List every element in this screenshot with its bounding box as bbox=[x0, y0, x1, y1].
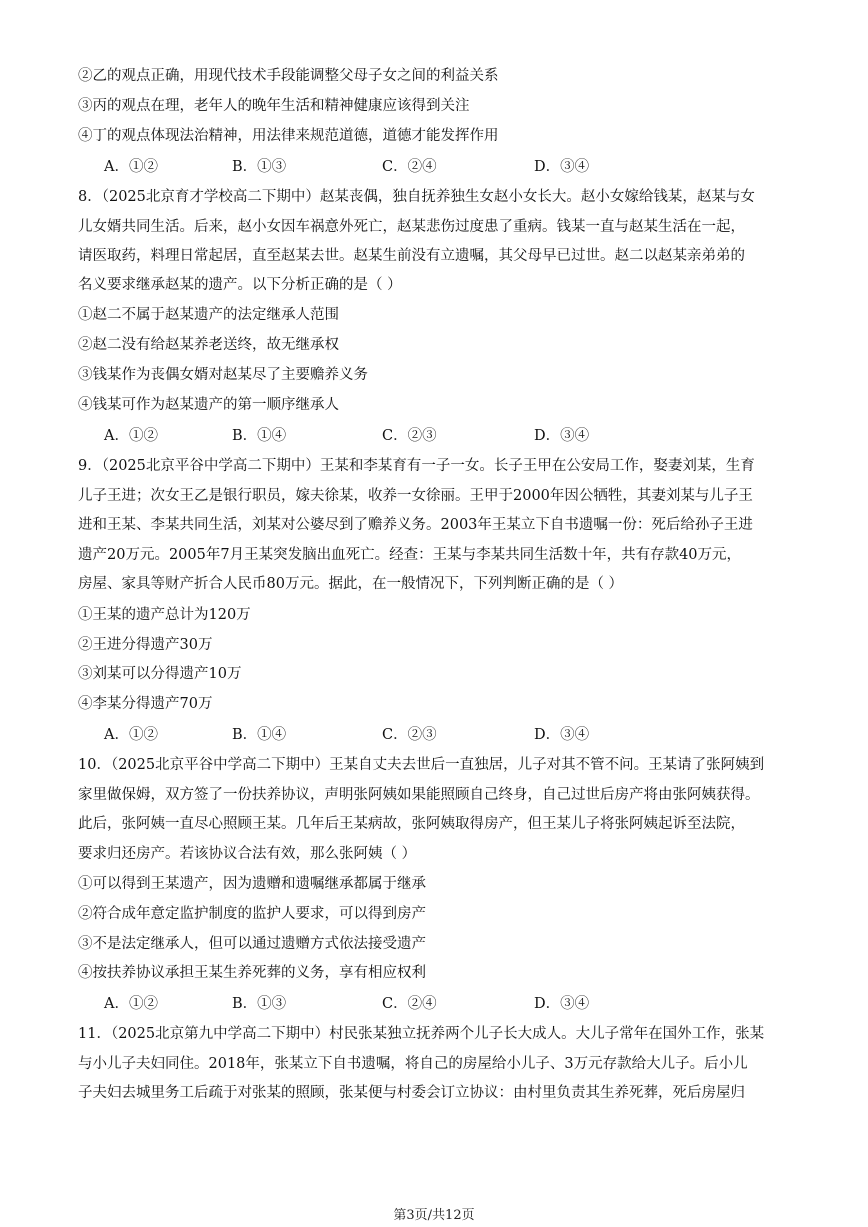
statement-line: ④李某分得遗产70万 bbox=[78, 696, 213, 712]
question-9-text: 进和王某、李某共同生活，刘某对公婆尽到了赡养义务。2003年王某立下自书遗嘱一份：死后给孙子王进 bbox=[78, 517, 753, 533]
option-a: A．①② bbox=[104, 428, 158, 444]
statement-line: ④钱某可作为赵某遗产的第一顺序继承人 bbox=[78, 397, 339, 413]
option-d: D．③④ bbox=[534, 727, 590, 743]
question-9-text: 房屋、家具等财产折合人民币80万元。据此，在一般情况下，下列判断正确的是（ ） bbox=[78, 576, 624, 592]
option-a: A．①② bbox=[104, 996, 158, 1012]
question-8-text: 名义要求继承赵某的遗产。以下分析正确的是（ ） bbox=[78, 277, 402, 293]
option-b: B．①④ bbox=[232, 727, 287, 743]
question-10-text: 10．（2025北京平谷中学高二下期中）王某自丈夫去世后一直独居，儿子对其不管不问。王某请了张阿姨到 bbox=[78, 757, 765, 773]
question-11-text: 11．（2025北京第九中学高二下期中）村民张某独立抚养两个儿子长大成人。大儿子常年在国外工作，张某 bbox=[78, 1026, 765, 1042]
statement-line: ②赵二没有给赵某养老送终，故无继承权 bbox=[78, 337, 339, 353]
statement-line: ③丙的观点在理，老年人的晚年生活和精神健康应该得到关注 bbox=[78, 98, 470, 114]
option-c: C．②④ bbox=[382, 159, 437, 175]
statement-line: ④按扶养协议承担王某生养死葬的义务，享有相应权利 bbox=[78, 965, 426, 981]
option-b: B．①③ bbox=[232, 996, 287, 1012]
statement-line: ④丁的观点体现法治精神，用法律来规范道德，道德才能发挥作用 bbox=[78, 128, 499, 144]
page-number: 第3页/共12页 bbox=[393, 1208, 475, 1223]
statement-line: ②王进分得遗产30万 bbox=[78, 637, 213, 653]
question-10-text: 家里做保姆，双方签了一份扶养协议，声明张阿姨如果能照顾自己终身，自己过世后房产将由张阿姨获得。 bbox=[78, 787, 760, 803]
statement-line: ①赵二不属于赵某遗产的法定继承人范围 bbox=[78, 307, 339, 323]
option-d: D．③④ bbox=[534, 428, 590, 444]
question-11-text: 子夫妇去城里务工后疏于对张某的照顾，张某便与村委会订立协议：由村里负责其生养死葬，死后房屋归 bbox=[78, 1085, 745, 1101]
statement-line: ③不是法定继承人，但可以通过遗赠方式依法接受遗产 bbox=[78, 936, 426, 952]
option-c: C．②③ bbox=[382, 727, 437, 743]
option-c: C．②③ bbox=[382, 428, 437, 444]
question-9-text: 儿子王进；次女王乙是银行职员，嫁夫徐某，收养一女徐丽。王甲于2000年因公牺牲，其妻刘某与儿子王 bbox=[78, 488, 753, 504]
statement-line: ②符合成年意定监护制度的监护人要求，可以得到房产 bbox=[78, 906, 426, 922]
question-9-text: 9．（2025北京平谷中学高二下期中）王某和李某育有一子一女。长子王甲在公安局工作，娶妻刘某，生育 bbox=[78, 458, 755, 474]
statement-line: ③钱某作为丧偶女婿对赵某尽了主要赡养义务 bbox=[78, 367, 368, 383]
statement-line: ①王某的遗产总计为120万 bbox=[78, 607, 251, 623]
statement-line: ②乙的观点正确，用现代技术手段能调整父母子女之间的利益关系 bbox=[78, 68, 499, 84]
answer-options bbox=[104, 725, 664, 745]
option-d: D．③④ bbox=[534, 159, 590, 175]
option-d: D．③④ bbox=[534, 996, 590, 1012]
statement-line: ①可以得到王某遗产，因为遗赠和遗嘱继承都属于继承 bbox=[78, 876, 426, 892]
question-8-text: 儿女婿共同生活。后来，赵小女因车祸意外死亡，赵某悲伤过度患了重病。钱某一直与赵某生活在一起， bbox=[78, 219, 745, 235]
option-a: A．①② bbox=[104, 727, 158, 743]
question-10-text: 此后，张阿姨一直尽心照顾王某。几年后王某病故，张阿姨取得房产，但王某儿子将张阿姨起诉至法院， bbox=[78, 816, 745, 832]
option-b: B．①③ bbox=[232, 159, 287, 175]
question-8-text: 8．（2025北京育才学校高二下期中）赵某丧偶，独自抚养独生女赵小女长大。赵小女嫁给钱某，赵某与女 bbox=[78, 189, 755, 205]
option-b: B．①④ bbox=[232, 428, 287, 444]
statement-line: ③刘某可以分得遗产10万 bbox=[78, 666, 242, 682]
question-11-text: 与小儿子夫妇同住。2018年，张某立下自书遗嘱，将自己的房屋给小儿子、3万元存款给大儿子。后小儿 bbox=[78, 1056, 748, 1072]
option-a: A．①② bbox=[104, 159, 158, 175]
question-9-text: 遗产20万元。2005年7月王某突发脑出血死亡。经查：王某与李某共同生活数十年，共有存款40万元， bbox=[78, 547, 742, 563]
answer-options bbox=[104, 157, 664, 177]
answer-options bbox=[104, 994, 664, 1014]
question-10-text: 要求归还房产。若该协议合法有效，那么张阿姨（ ） bbox=[78, 846, 417, 862]
question-8-text: 请医取药，料理日常起居，直至赵某去世。赵某生前没有立遗嘱，其父母早已过世。赵二以赵某亲弟弟的 bbox=[78, 248, 745, 264]
answer-options bbox=[104, 426, 664, 446]
option-c: C．②④ bbox=[382, 996, 437, 1012]
